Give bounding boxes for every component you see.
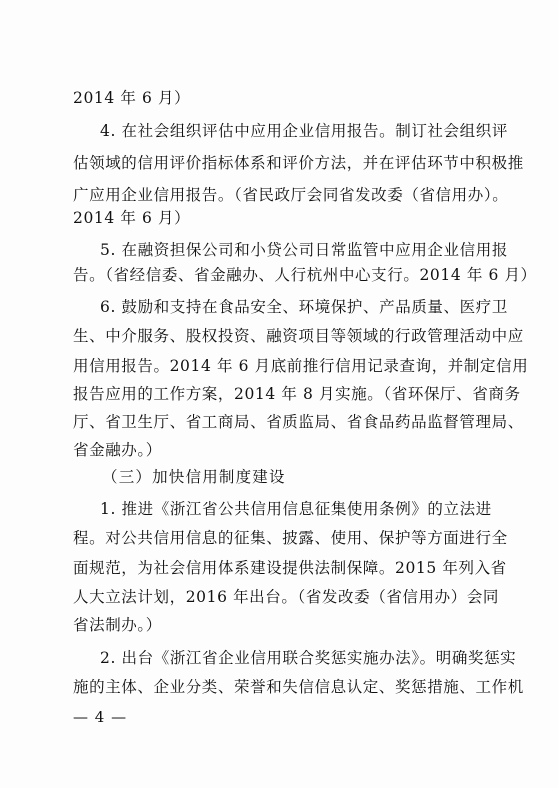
text-line: 4. 在社会组织评估中应用企业信用报告。制订社会组织评 — [100, 122, 508, 140]
text-line: 5. 在融资担保公司和小贷公司日常监管中应用企业信用报 — [100, 241, 508, 259]
text-line: 2014 年 6 月） — [73, 209, 191, 227]
text-line: 2. 出台《浙江省企业信用联合奖惩实施办法》。明确奖惩实 — [100, 649, 517, 667]
text-line: 用信用报告。2014 年 6 月底前推行信用记录查询，并制定信用 — [73, 357, 529, 375]
text-line: 面规范，为社会信用体系建设提供法制保障。2015 年列入省 — [73, 559, 507, 577]
text-line: 1. 推进《浙江省公共信用信息征集使用条例》的立法进 — [100, 500, 492, 518]
text-line: 报告应用的工作方案，2014 年 8 月实施。（省环保厅、省商务 — [73, 385, 521, 403]
text-line: 施的主体、企业分类、荣誉和失信信息认定、奖惩措施、工作机 — [73, 678, 524, 696]
text-line: 2014 年 6 月） — [73, 89, 191, 107]
text-line: 程。对公共信用信息的征集、披露、使用、保护等方面进行全 — [73, 529, 508, 547]
text-line: 广应用企业信用报告。（省民政厅会同省发改委（省信用办）。 — [73, 186, 509, 204]
text-line: 生、中介服务、股权投资、融资项目等领域的行政管理活动中应 — [73, 327, 524, 345]
text-line: 省金融办。） — [73, 441, 162, 459]
section-heading: （三）加快信用制度建设 — [102, 468, 286, 486]
text-line: 人大立法计划，2016 年出台。（省发改委（省信用办）会同 — [73, 588, 500, 606]
text-line: 告。（省经信委、省金融办、人行杭州中心支行。2014 年 6 月） — [73, 266, 537, 284]
page-number: — 4 — — [73, 708, 128, 726]
text-line: 省法制办。） — [73, 616, 162, 634]
text-line: 厅、省卫生厅、省工商局、省质监局、省食品药品监督管理局、 — [73, 413, 524, 431]
text-line: 6. 鼓励和支持在食品安全、环境保护、产品质量、医疗卫 — [100, 298, 508, 316]
text-line: 估领域的信用评价指标体系和评价方法，并在评估环节中积极推 — [73, 154, 524, 172]
